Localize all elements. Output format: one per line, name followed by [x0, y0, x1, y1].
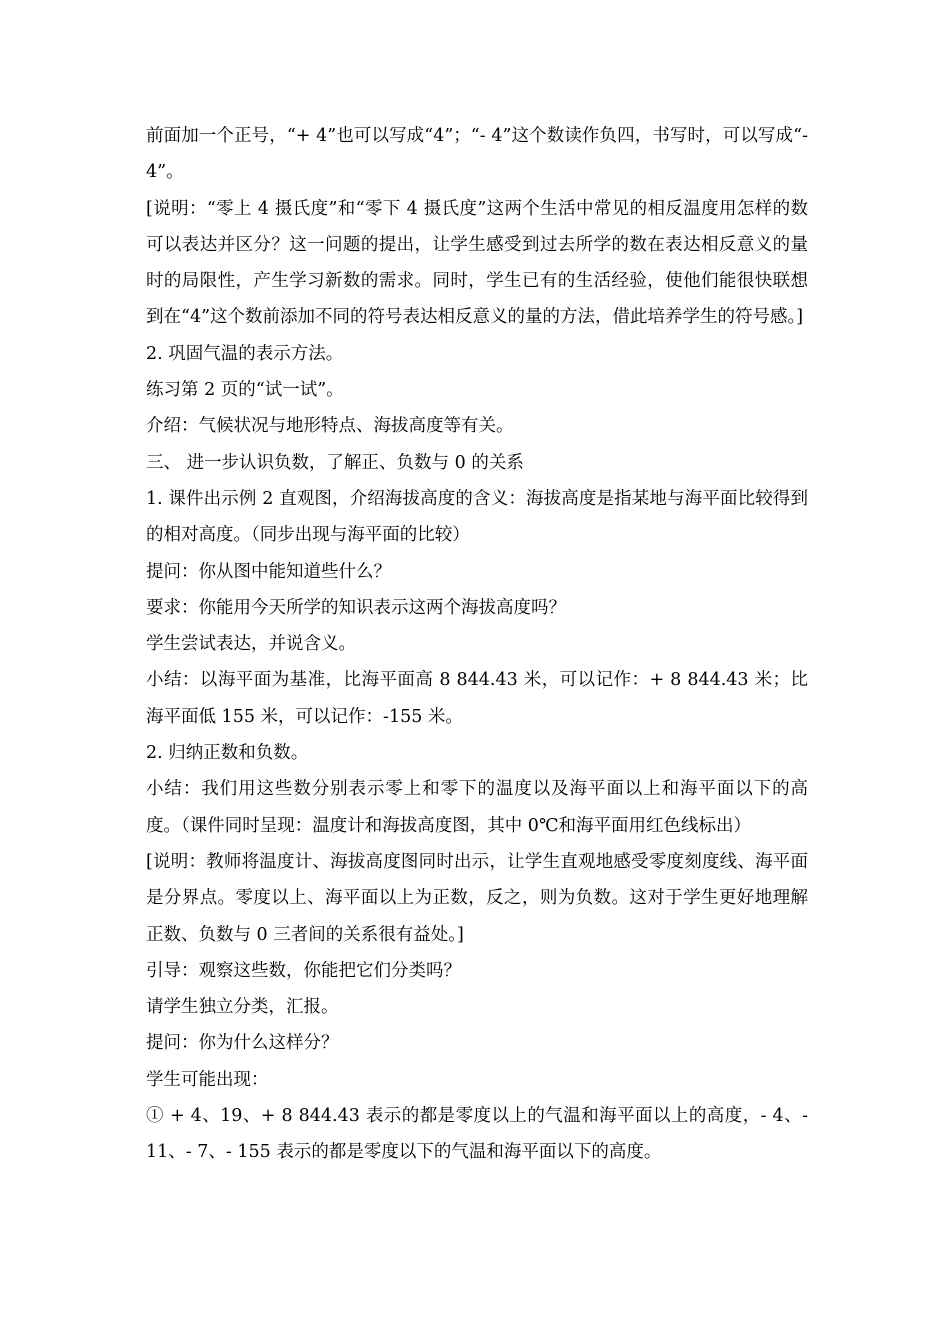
paragraph-explanation-thermometer: [说明：教师将温度计、海拔高度图同时出示，让学生直观地感受零度刻度线、海平面是分界点。零度以上、海平面以上为正数，反之，则为负数。这对于学生更好地理解正数、负数与 0 三者间的关系很有益处。]	[146, 851, 808, 945]
paragraph-students-may-say: 学生可能出现：	[146, 1069, 269, 1090]
paragraph-introduction-climate: 介绍：气候状况与地形特点、海拔高度等有关。	[146, 416, 514, 437]
paragraph-question-what-know: 提问：你从图中能知道些什么？	[146, 561, 391, 582]
paragraph-exercise-page-2: 练习第 2 页的“试一试”。	[146, 380, 344, 401]
paragraph-question-why: 提问：你为什么这样分？	[146, 1033, 339, 1054]
paragraph-step-2-consolidate: 2. 巩固气温的表示方法。	[146, 343, 344, 364]
paragraph-positive-sign-note: 前面加一个正号，“+ 4”也可以写成“4”；“- 4”这个数读作负四，书写时，可以写成“- 4”。	[146, 126, 808, 183]
paragraph-explanation-temperature: [说明：“零上 4 摄氏度”和“零下 4 摄氏度”这两个生活中常见的相反温度用怎样的数可以表达并区分？这一问题的提出，让学生感受到过去所学的数在表达相反意义的量时的局限性，产生学习新数的需求。同时，学生已有的生活经验，使他们能很快联想到在“4”这个数前添加不同的符号表达相反意义的量的方法，借此培养学生的符号感。]	[146, 198, 808, 328]
paragraph-students-try: 学生尝试表达，并说含义。	[146, 634, 356, 655]
paragraph-summary-positive-negative: 小结：我们用这些数分别表示零上和零下的温度以及海平面以上和海平面以下的高度。（课件同时呈现：温度计和海拔高度图，其中 0℃和海平面用红色线标出）	[146, 779, 808, 836]
paragraph-guide-classify: 引导：观察这些数，你能把它们分类吗？	[146, 960, 461, 981]
paragraph-step-2-summarize: 2. 归纳正数和负数。	[146, 743, 309, 764]
section-heading-three: 三、 进一步认识负数，了解正、负数与 0 的关系	[146, 452, 524, 473]
paragraph-requirement: 要求：你能用今天所学的知识表示这两个海拔高度吗？	[146, 597, 566, 618]
paragraph-answer-one: ① + 4、19、+ 8 844.43 表示的都是零度以上的气温和海平面以上的高度，- 4、- 11、- 7、- 155 表示的都是零度以下的气温和海平面以下的高度。	[146, 1106, 808, 1163]
paragraph-example-2-altitude: 1. 课件出示例 2 直观图，介绍海拔高度的含义：海拔高度是指某地与海平面比较得到的相对高度。（同步出现与海平面的比较）	[146, 488, 808, 546]
paragraph-students-classify: 请学生独立分类，汇报。	[146, 997, 339, 1018]
paragraph-summary-sea-level: 小结：以海平面为基准，比海平面高 8 844.43 米，可以记作：+ 8 844.43 米；比海平面低 155 米，可以记作：-155 米。	[146, 670, 808, 727]
document-body	[146, 118, 808, 1171]
